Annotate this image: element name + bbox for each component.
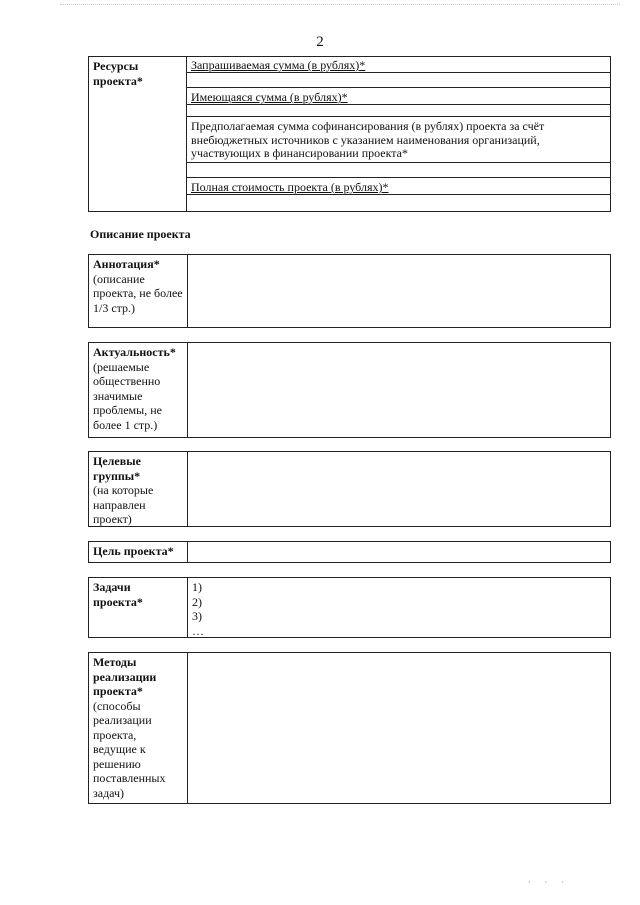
resources-rows bbox=[187, 57, 610, 211]
target-groups-title: Целевые группы* bbox=[93, 454, 141, 483]
relevance-hint: (решаемые общественно значимые проблемы, не более 1 стр.) bbox=[93, 359, 162, 432]
resources-row-available: Имеющаяся сумма (в рублях)* bbox=[191, 90, 348, 104]
annotation-input[interactable] bbox=[188, 255, 610, 327]
scan-noise bbox=[60, 4, 620, 8]
resources-row-total: Полная стоимость проекта (в рублях)* bbox=[191, 180, 389, 194]
resources-table bbox=[88, 56, 611, 212]
methods-input[interactable] bbox=[188, 653, 610, 803]
resources-row-cofinancing: Предполагаемая сумма софинансирования (в рублях) проекта за счёт внебюджетных источников с указанием наименования организаций, участвующих в финансировании проекта* bbox=[191, 119, 545, 160]
target-groups-hint: (на которые направлен проект) bbox=[93, 483, 154, 526]
scan-specks: · · · bbox=[528, 878, 570, 887]
target-groups-label-cell bbox=[89, 452, 188, 526]
row-divider bbox=[187, 177, 610, 178]
methods-title: Методы реализации проекта* bbox=[93, 655, 157, 698]
row-divider bbox=[187, 162, 610, 163]
task-item: 1) bbox=[192, 580, 202, 594]
resources-label: Ресурсы проекта* bbox=[89, 57, 187, 211]
annotation-title: Аннотация* bbox=[93, 257, 160, 271]
methods-table bbox=[88, 652, 611, 804]
task-item: 2) bbox=[192, 594, 202, 609]
annotation-table bbox=[88, 254, 611, 328]
goal-table bbox=[88, 541, 611, 563]
goal-title: Цель проекта* bbox=[89, 542, 188, 562]
target-groups-table bbox=[88, 451, 611, 527]
annotation-label-cell bbox=[89, 255, 188, 327]
row-divider bbox=[187, 194, 610, 195]
row-divider bbox=[187, 72, 610, 73]
tasks-title: Задачи проекта* bbox=[89, 578, 188, 637]
row-divider bbox=[187, 104, 610, 105]
relevance-title: Актуальность* bbox=[93, 345, 176, 359]
relevance-table bbox=[88, 342, 611, 438]
target-groups-input[interactable] bbox=[188, 452, 610, 526]
methods-hint: (способы реализации проекта, ведущие к решению поставленных задач) bbox=[93, 698, 166, 800]
section-title: Описание проекта bbox=[90, 227, 191, 241]
resources-row-requested: Запрашиваемая сумма (в рублях)* bbox=[191, 58, 366, 72]
tasks-list[interactable] bbox=[188, 578, 610, 637]
tasks-table bbox=[88, 577, 611, 638]
task-item: … bbox=[192, 623, 204, 638]
row-divider bbox=[187, 116, 610, 117]
relevance-label-cell bbox=[89, 343, 188, 437]
goal-input[interactable] bbox=[188, 542, 610, 562]
task-item: 3) bbox=[192, 609, 202, 623]
page-number: 2 bbox=[316, 34, 324, 50]
annotation-hint: (описание проекта, не более 1/3 стр.) bbox=[93, 271, 183, 315]
relevance-input[interactable] bbox=[188, 343, 610, 437]
row-divider bbox=[187, 87, 610, 88]
methods-label-cell bbox=[89, 653, 188, 803]
